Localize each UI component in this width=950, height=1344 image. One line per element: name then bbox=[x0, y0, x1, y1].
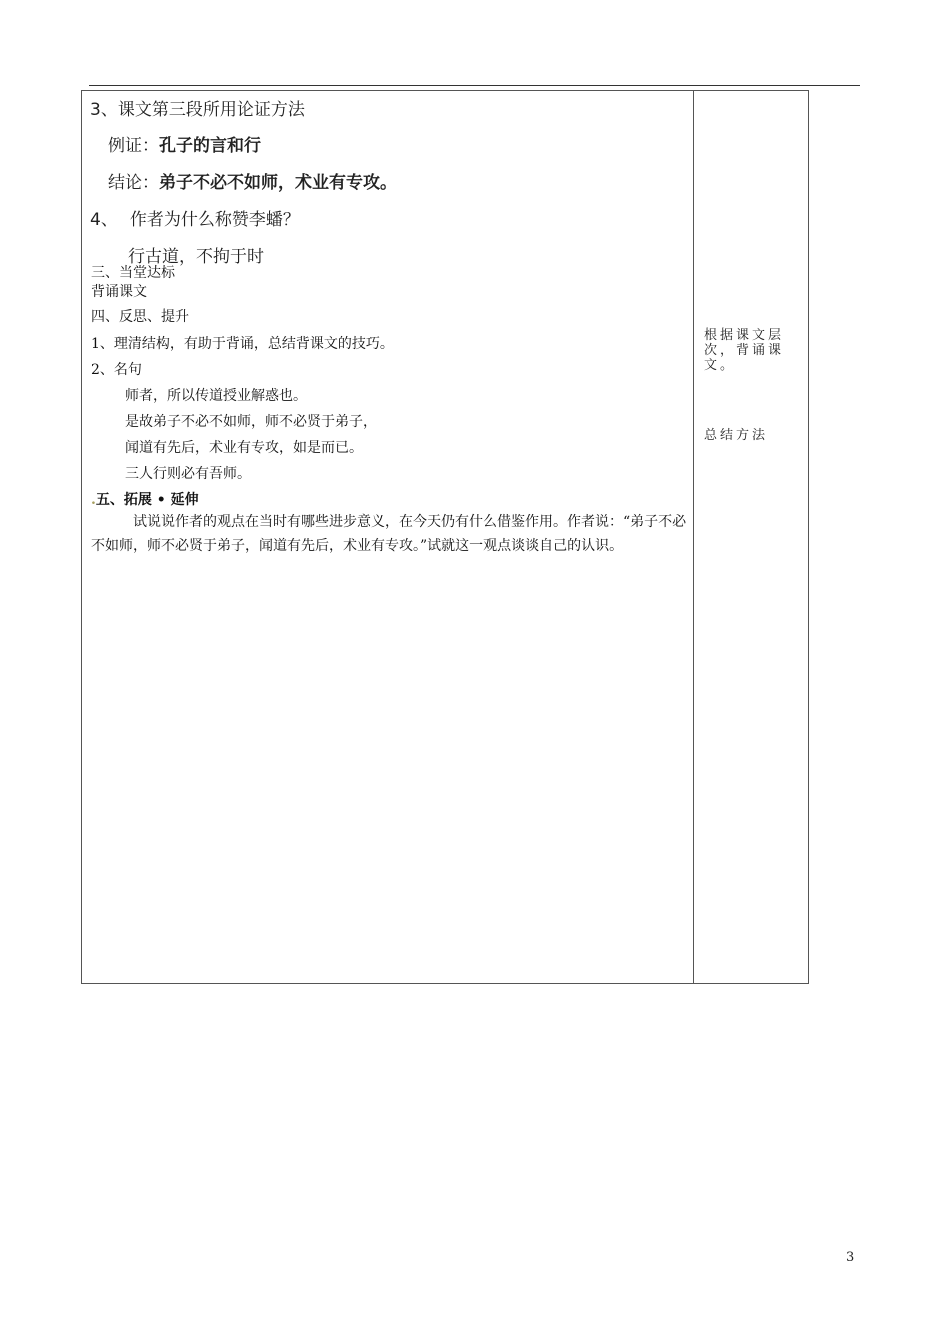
section-3-item: 背诵课文 bbox=[91, 284, 147, 300]
page-number: 3 bbox=[846, 1250, 855, 1265]
conclusion-label: 结论： bbox=[108, 173, 159, 193]
main-column bbox=[82, 91, 693, 983]
header-rule bbox=[89, 85, 860, 86]
example-label: 例证： bbox=[108, 136, 159, 156]
question-4 bbox=[90, 205, 300, 230]
lesson-table bbox=[81, 90, 809, 984]
conclusion-value: 弟子不必不如师，术业有专攻。 bbox=[159, 173, 397, 193]
conclusion-line bbox=[108, 168, 397, 193]
section-3-title: 三、当堂达标 bbox=[91, 265, 175, 281]
section-5-paragraph: 试说说作者的观点在当时有哪些进步意义，在今天仍有什么借鉴作用。作者说：“弟子不必不如师，师不必贤于弟子，闻道有先后，术业有专攻。”试就这一观点谈谈自己的认识。 bbox=[91, 514, 687, 554]
section-4-item-1: 1、理清结构，有助于背诵，总结背课文的技巧。 bbox=[91, 336, 394, 352]
quote-line: 是故弟子不必不如师，师不必贤于弟子， bbox=[125, 414, 377, 430]
question-4-text: 作者为什么称赞李蟠？ bbox=[129, 210, 300, 230]
section-4-item-2: 2、名句 bbox=[91, 362, 142, 378]
example-value: 孔子的言和行 bbox=[159, 136, 261, 156]
side-note-recite: 根据课文层次，背诵课文。 bbox=[704, 328, 785, 373]
marker-dot-icon: . bbox=[91, 492, 96, 508]
question-4-number: 4、 bbox=[90, 210, 118, 230]
section-4-title: 四、反思、提升 bbox=[91, 309, 189, 325]
example-line bbox=[108, 131, 261, 156]
quote-line: 师者，所以传道授业解惑也。 bbox=[125, 388, 307, 404]
question-3: 3、课文第三段所用论证方法 bbox=[90, 100, 305, 120]
section-5-title bbox=[91, 489, 199, 509]
quote-line: 闻道有先后，术业有专攻，如是而已。 bbox=[125, 440, 363, 456]
side-note-method: 总结方法 bbox=[704, 428, 769, 443]
notes-column bbox=[694, 91, 808, 983]
quote-line: 三人行则必有吾师。 bbox=[125, 466, 251, 482]
section-5-title-text: 五、拓展 • 延伸 bbox=[95, 492, 199, 508]
question-4-answer: 行古道，不拘于时 bbox=[128, 247, 264, 267]
